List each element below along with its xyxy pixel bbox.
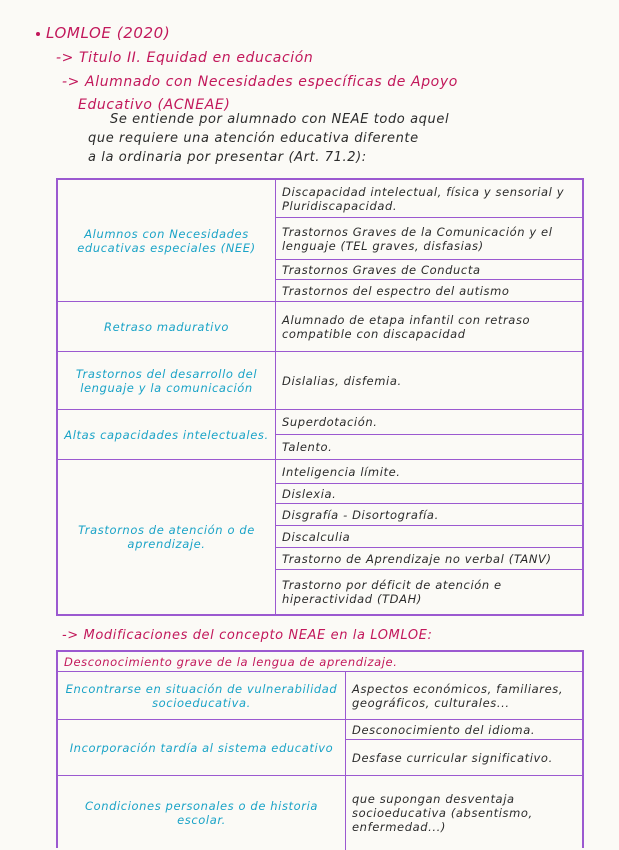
table-cell-left: Condiciones personales o de historia escolar. [58,776,346,850]
table-cell-right: Discalculia [276,526,582,548]
table-cell-right: Trastorno por déficit de atención e hiperactividad (TDAH) [282,578,502,606]
table-cell-right: Dislalias, disfemia. [276,352,582,410]
table-cell-right: Trastorno de Aprendizaje no verbal (TANV) [276,548,582,570]
heading-subtitle: -> Titulo II. Equidad en educación [56,50,314,66]
table-cell-left: Alumnos con Necesidades educativas especiales (NEE) [58,180,276,302]
heading-title-text: LOMLOE (2020) [46,24,171,42]
section-title-line2: Educativo (ACNEAE) [78,97,231,113]
table-cell-right: Aspectos económicos, familiares, geográficos, culturales... [346,672,582,720]
table-cell-left: Retraso madurativo [58,302,276,352]
table-cell-right: Trastornos del espectro del autismo [276,280,582,302]
table-cell-right: Dislexia. [276,484,582,504]
table-cell-right: Superdotación. [276,410,582,435]
table-row-full: Desconocimiento grave de la lengua de aprendizaje. [58,652,582,672]
heading-title [36,24,170,42]
table-cell-right: Talento. [276,435,582,460]
table-cell-left: Incorporación tardía al sistema educativo [58,720,346,776]
table-cell-right: Trastornos Graves de Conducta [276,260,582,280]
modifications-table [56,650,584,848]
table-cell-right: Desconocimiento del idioma. [346,720,582,740]
table-cell-right: Trastornos Graves de la Comunicación y el lenguaje (TEL graves, disfasias) [276,218,582,260]
intro-line-3: a la ordinaria por presentar (Art. 71.2): [88,150,367,165]
section2-title: -> Modificaciones del concepto NEAE en la LOMLOE: [62,628,433,643]
table-cell-right: Discapacidad intelectual, física y sensorial y Pluridiscapacidad. [276,180,582,218]
acneae-table [56,178,584,616]
table-cell-right: Desfase curricular significativo. [346,740,582,776]
table-cell-right: Disgrafía - Disortografía. [276,504,582,526]
bullet-icon [36,32,40,36]
section-title-line1: -> Alumnado con Necesidades específicas de Apoyo [62,74,458,90]
table-cell-left: Encontrarse en situación de vulnerabilidad socioeducativa. [58,672,346,720]
intro-line-1: Se entiende por alumnado con NEAE todo aquel [110,112,450,127]
table-cell-right: que supongan desventaja socioeducativa (absentismo, enfermedad...) [352,792,533,834]
table-cell-right: Alumnado de etapa infantil con retraso compatible con discapacidad [276,302,582,352]
table-cell-left: Trastornos de atención o de aprendizaje. [58,460,276,614]
table-cell-right: Inteligencia límite. [276,460,582,484]
table-cell-left: Altas capacidades intelectuales. [58,410,276,460]
intro-line-2: que requiere una atención educativa diferente [88,131,419,146]
table-cell-left: Trastornos del desarrollo del lenguaje y la comunicación [58,352,276,410]
